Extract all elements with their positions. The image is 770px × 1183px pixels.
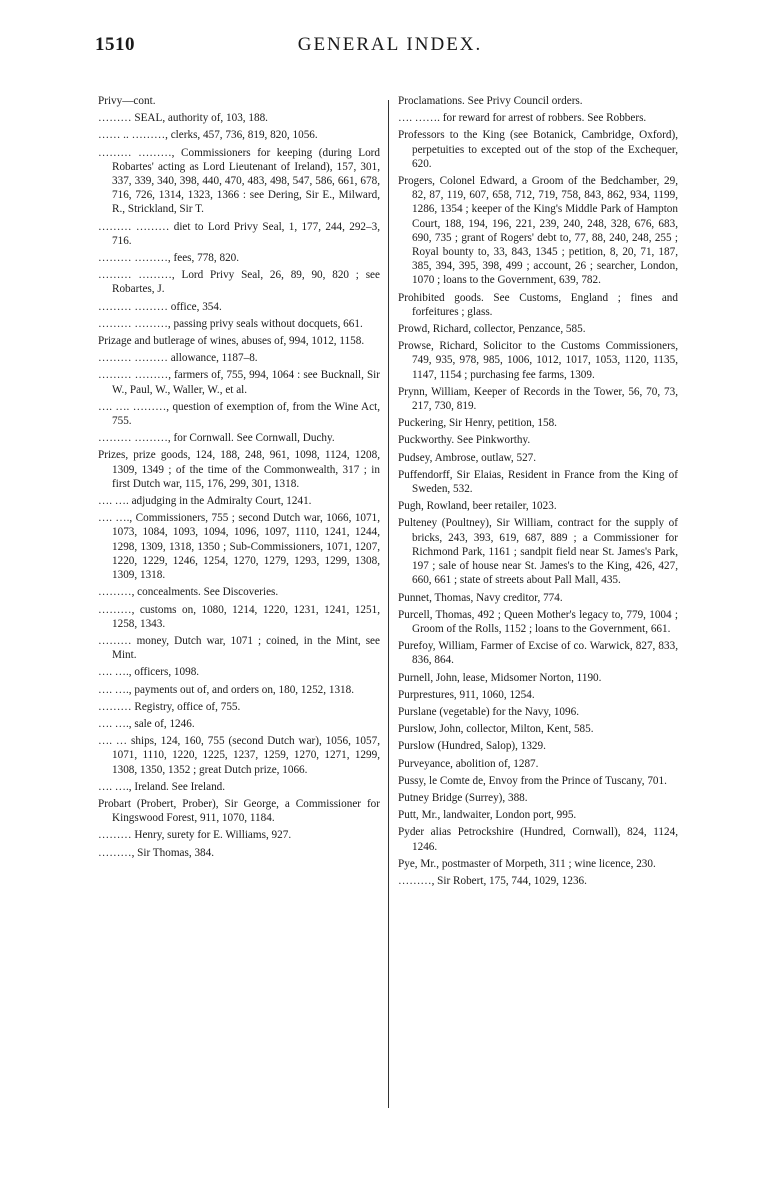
index-entry: Pulteney (Poultney), Sir William, contract for the supply of bricks, 243, 393, 619, 687, 889 ; a Commissioner for Richmond Park, 1161 ; sandpit field near St. James's Park, 197 ; sale of house near St. James's to the King, 426, 427, 660, 661 ; state of streets about Pall Mall, 435. — [398, 517, 678, 587]
index-entry: ………, customs on, 1080, 1214, 1220, 1231, 1241, 1251, 1258, 1343. — [98, 603, 380, 630]
index-entry: Professors to the King (see Botanick, Cambridge, Oxford), perpetuities to excepted out of the stop of the Exchequer, 620. — [398, 129, 678, 170]
index-entry: ……… ………, passing privy seals without docquets, 661. — [98, 317, 363, 330]
index-entry: ……… SEAL, authority of, 103, 188. — [98, 112, 268, 125]
index-entry: …. …. adjudging in the Admiralty Court, 1241. — [98, 495, 312, 508]
column-divider — [388, 100, 389, 1108]
index-entry: …. … ships, 124, 160, 755 (second Dutch war), 1056, 1057, 1071, 1110, 1220, 1225, 1237, 1259, 1270, 1271, 1299, 1308, 1350, 1352 ; great Dutch prize, 1066. — [98, 735, 380, 776]
index-entry: ……… ………, for Cornwall. See Cornwall, Duchy. — [98, 432, 335, 445]
index-entry: ………, Sir Robert, 175, 744, 1029, 1236. — [398, 874, 587, 887]
index-entry: Purcell, Thomas, 492 ; Queen Mother's legacy to, 779, 1004 ; Groom of the Rolls, 1152 ; loans to the Government, 661. — [398, 608, 678, 635]
index-entry: Purslane (vegetable) for the Navy, 1096. — [398, 705, 580, 718]
index-entry: Putney Bridge (Surrey), 388. — [398, 791, 528, 804]
index-entry: ……… ………, farmers of, 755, 994, 1064 : see Bucknall, Sir W., Paul, W., Waller, W., et al. — [98, 369, 380, 396]
running-title: GENERAL INDEX. — [297, 34, 483, 55]
index-entry: ……… Henry, surety for E. Williams, 927. — [98, 829, 292, 842]
index-entry: Pye, Mr., postmaster of Morpeth, 311 ; wine licence, 230. — [398, 857, 656, 870]
index-entry: Purveyance, abolition of, 1287. — [398, 757, 539, 770]
index-entry: …. …. ………, question of exemption of, from the Wine Act, 755. — [98, 400, 380, 428]
index-entry: Pugh, Rowland, beer retailer, 1023. — [398, 500, 557, 513]
index-entry: Pyder alias Petrockshire (Hundred, Cornwall), 824, 1124, 1246. — [398, 826, 678, 853]
index-entry: Punnet, Thomas, Navy creditor, 774. — [398, 591, 563, 604]
index-entry: Purslow, John, collector, Milton, Kent, 585. — [398, 723, 594, 736]
index-entry: ……… ………, fees, 778, 820. — [98, 252, 240, 265]
index-entry: Puckworthy. See Pinkworthy. — [398, 434, 531, 447]
index-entry: ………, concealments. See Discoveries. — [98, 586, 279, 599]
index-entry: ………, Sir Thomas, 384. — [98, 846, 215, 859]
index-column-left — [98, 94, 380, 863]
index-entry: ……… ……… allowance, 1187–8. — [98, 352, 258, 365]
index-entry: …. …., sale of, 1246. — [98, 717, 195, 730]
index-entry: Putt, Mr., landwaiter, London port, 995. — [398, 809, 577, 822]
index-entry: Probart (Probert, Prober), Sir George, a Commissioner for Kingswood Forest, 911, 1070, 1184. — [98, 797, 380, 825]
index-entry: …… .. ………, clerks, 457, 736, 819, 820, 1056. — [98, 129, 318, 142]
index-entry: Prohibited goods. See Customs, England ; fines and forfeitures ; glass. — [398, 291, 678, 318]
index-entry: Puffendorff, Sir Elaias, Resident in France from the King of Sweden, 532. — [398, 468, 678, 496]
index-entry: …. ……. for reward for arrest of robbers. See Robbers. — [398, 112, 647, 125]
page-header — [95, 34, 685, 64]
index-entry: …. …., Ireland. See Ireland. — [98, 780, 226, 793]
index-entry: Proclamations. See Privy Council orders. — [398, 95, 583, 107]
index-entry: Pudsey, Ambrose, outlaw, 527. — [398, 451, 537, 464]
index-entry: …. …., officers, 1098. — [98, 666, 200, 679]
index-entry: Purprestures, 911, 1060, 1254. — [398, 688, 535, 701]
index-entry: ……… ……… diet to Lord Privy Seal, 1, 177, 244, 292–3, 716. — [98, 220, 380, 247]
index-column-right — [398, 94, 678, 891]
index-entry: ……… Registry, office of, 755. — [98, 700, 241, 713]
index-entry: Prowd, Richard, collector, Penzance, 585. — [398, 323, 586, 336]
index-entry: Purnell, John, lease, Midsomer Norton, 1190. — [398, 671, 602, 684]
index-entry: …. …., Commissioners, 755 ; second Dutch war, 1066, 1071, 1073, 1084, 1093, 1094, 1096, 1097, 1110, 1241, 1244, 1298, 1309, 1318, 1350 ; Sub-Commissioners, 1071, 1207, 1220, 1229, 1246, 1254, 1270, 1279, 1293, 1299, 1308, 1309, 1318. — [98, 512, 380, 582]
index-entry: Privy—cont. — [98, 95, 156, 107]
page-number: 1510 — [95, 34, 135, 55]
index-entry: Pussy, le Comte de, Envoy from the Prince of Tuscany, 701. — [398, 774, 667, 787]
index-entry: …. …., payments out of, and orders on, 180, 1252, 1318. — [98, 683, 355, 696]
index-entry: Prowse, Richard, Solicitor to the Customs Commissioners, 749, 935, 978, 985, 1006, 1012, 1017, 1053, 1120, 1135, 1147, 1154 ; purchasing fee farms, 1309. — [398, 340, 678, 381]
index-entry: ……… ………, Lord Privy Seal, 26, 89, 90, 820 ; see Robartes, J. — [98, 269, 380, 296]
index-entry: Prizage and butlerage of wines, abuses of, 994, 1012, 1158. — [98, 335, 365, 348]
index-entry: ……… ………, Commissioners for keeping (during Lord Robartes' acting as Lord Lieutenant of Ireland), 157, 301, 337, 339, 340, 398, 440, 470, 483, 498, 547, 586, 661, 678, 716, 726, 1314, 1323, 1366 : see Dering, Sir E., Milward, R., Strickland, Sir T. — [98, 146, 380, 216]
index-entry: Puckering, Sir Henry, petition, 158. — [398, 417, 557, 430]
index-entry: ……… money, Dutch war, 1071 ; coined, in the Mint, see Mint. — [98, 634, 380, 662]
index-entry: Prynn, William, Keeper of Records in the Tower, 56, 70, 73, 217, 730, 819. — [398, 385, 678, 413]
index-entry: ……… ……… office, 354. — [98, 300, 222, 313]
index-entry: Prizes, prize goods, 124, 188, 248, 961, 1098, 1124, 1208, 1309, 1349 ; of the time of the Commonwealth, 317 ; in first Dutch war, 115, 176, 299, 301, 1318. — [98, 449, 380, 490]
index-entry: Purslow (Hundred, Salop), 1329. — [398, 740, 546, 753]
index-entry: Purefoy, William, Farmer of Excise of co. Warwick, 827, 833, 836, 864. — [398, 640, 678, 667]
index-entry: Progers, Colonel Edward, a Groom of the Bedchamber, 29, 82, 87, 119, 607, 658, 712, 719, 758, 843, 862, 934, 1199, 1286, 1354 ; keeper of the King's Middle Park of Hampton Court, 188, 194, 196, 221, 239, 240, 248, 328, 676, 683, 690, 735 ; grant of Rogers' debt to, 77, 88, 240, 248, 255 ; Royal bounty to, 33, 843, 1345 ; petition, 8, 20, 71, 187, 385, 394, 395, 398, 499 ; account, 26 ; searcher, London, 1070 ; loans to the Government, 639, 782. — [398, 175, 678, 287]
